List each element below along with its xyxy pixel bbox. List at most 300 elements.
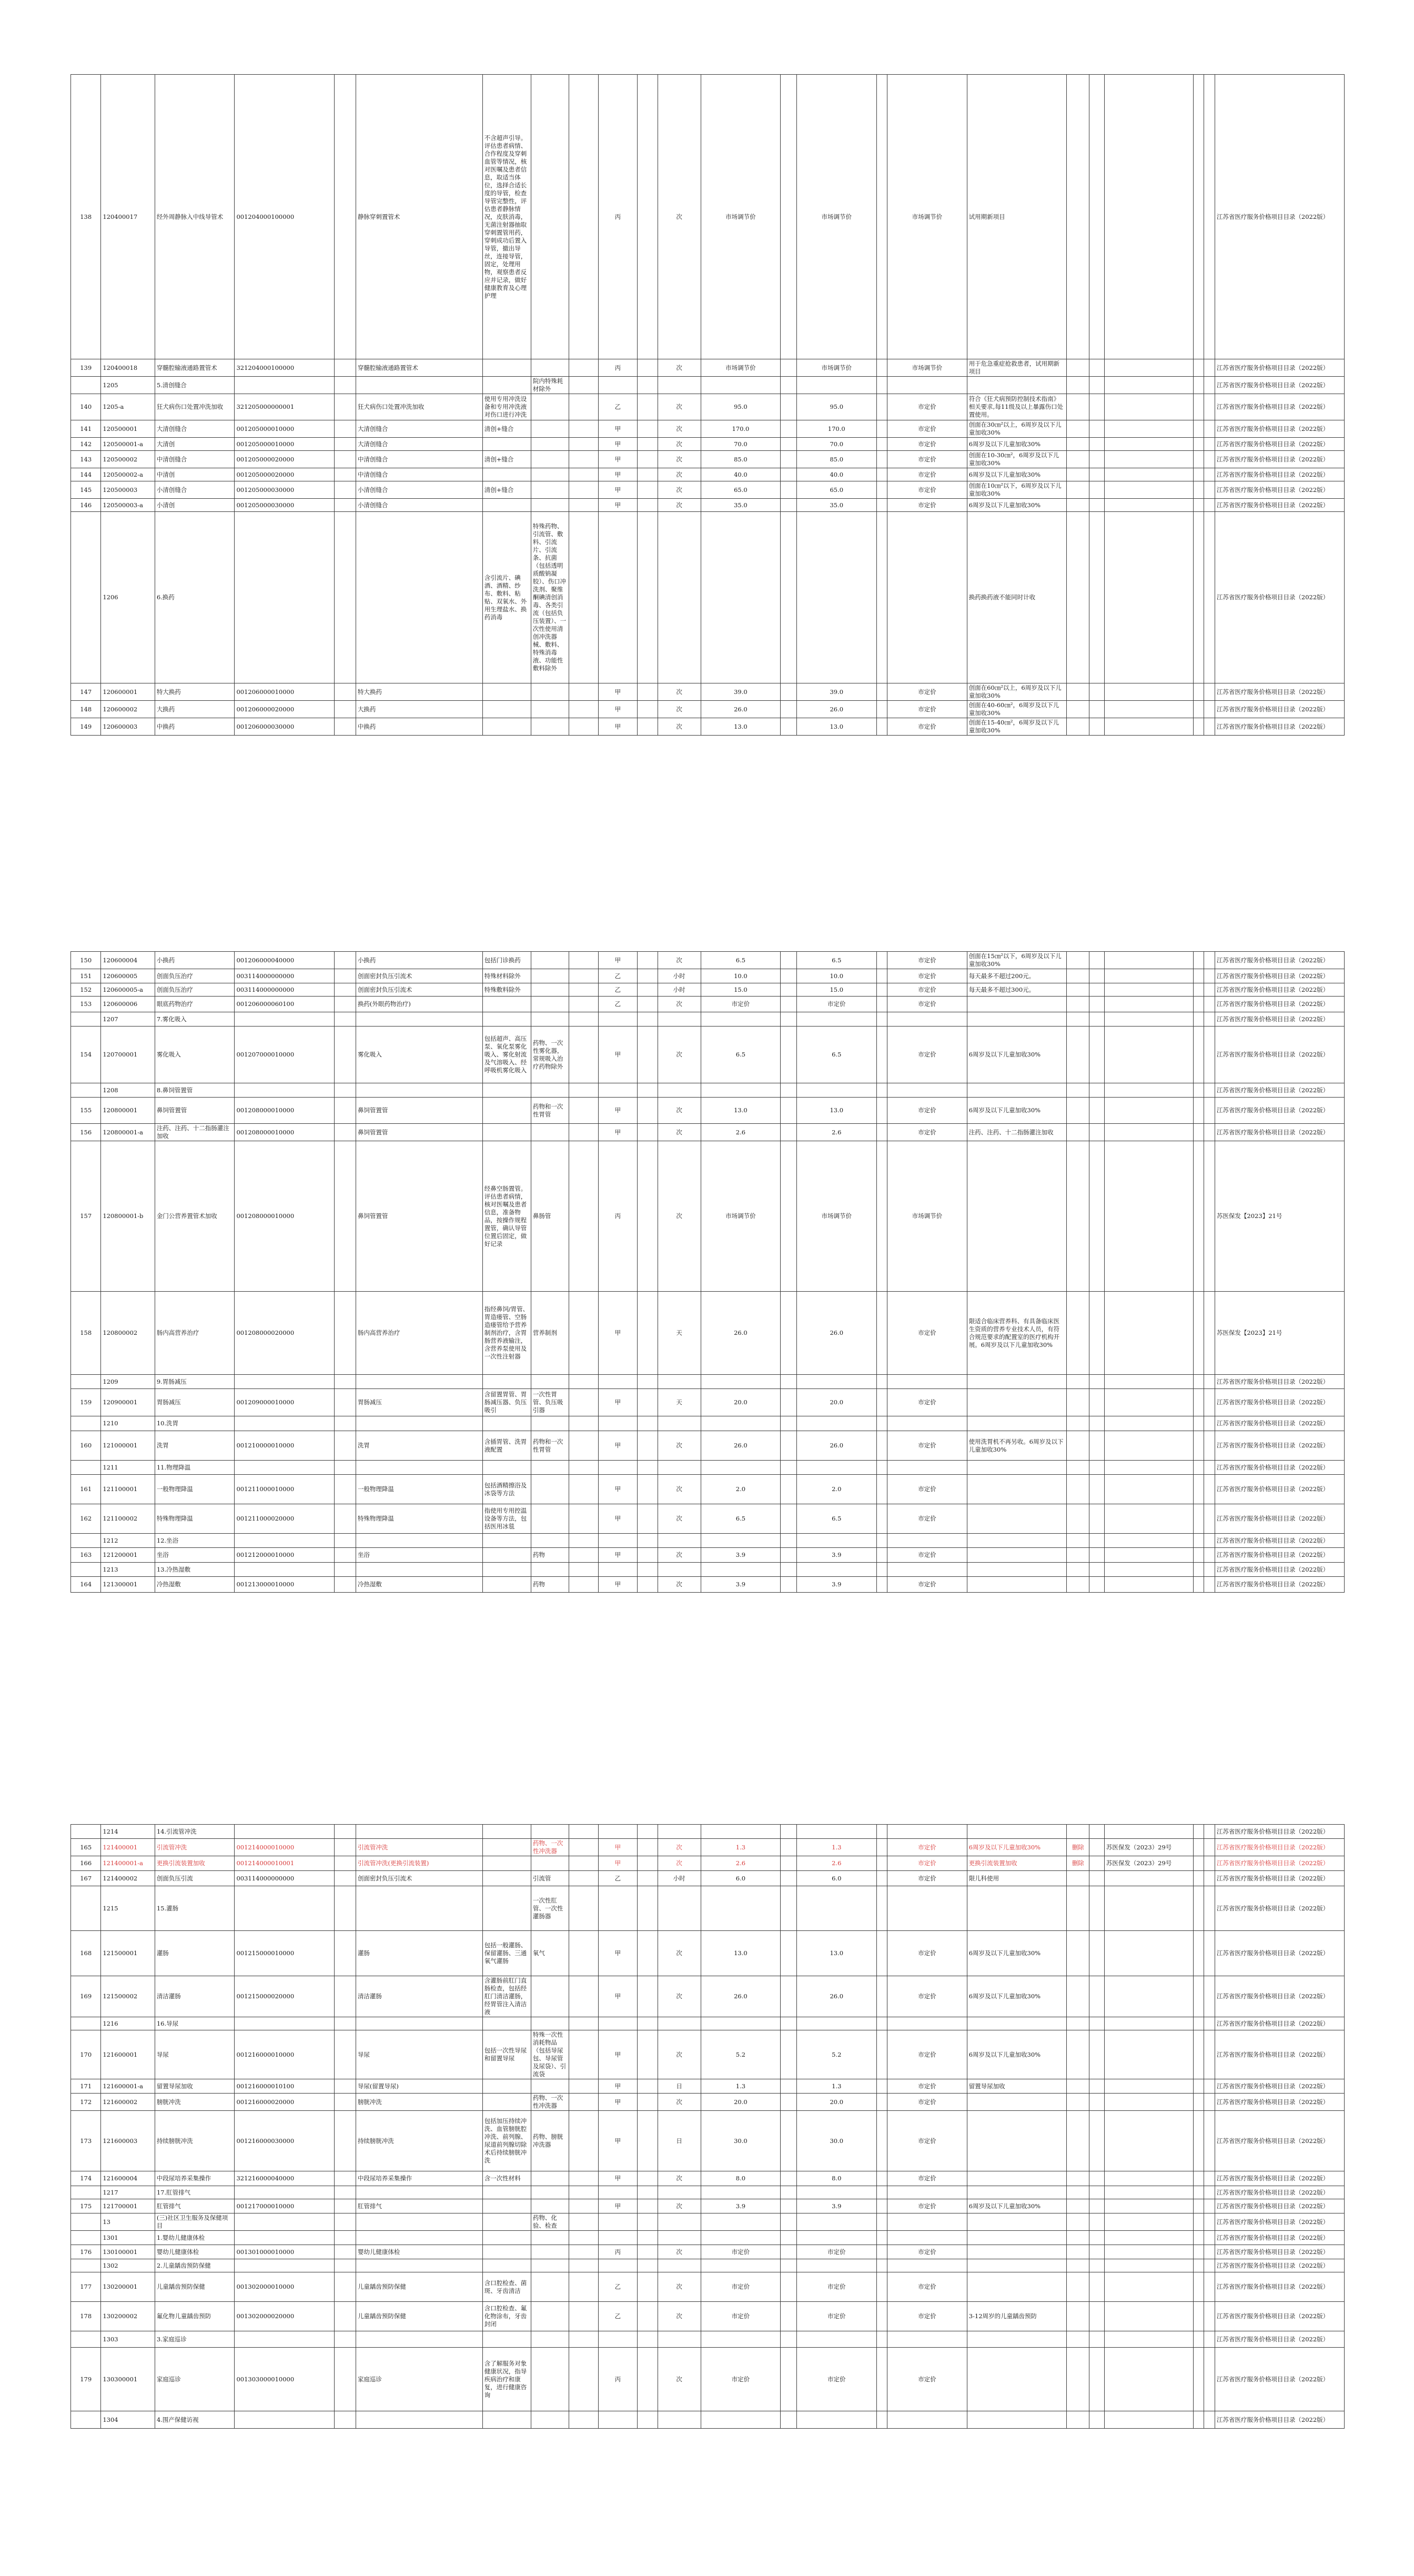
table-cell (1204, 2302, 1215, 2331)
table-cell: 168 (71, 1931, 101, 1976)
table-cell (598, 1012, 637, 1027)
table-cell (1204, 2111, 1215, 2171)
table-cell: 江苏省医疗服务价格项目目录（2022版） (1215, 983, 1344, 997)
table-cell (781, 2231, 797, 2245)
table-cell (598, 1461, 637, 1475)
table-cell (1089, 2411, 1105, 2429)
table-cell (1204, 2186, 1215, 2199)
table-cell: 市场调节价 (701, 1141, 781, 1292)
table-cell: 95.0 (796, 394, 876, 420)
table-cell (1067, 1141, 1089, 1292)
table-cell: 清创+缝合 (482, 451, 531, 468)
table-cell: 特大换药 (356, 683, 482, 701)
table-cell (887, 1563, 967, 1577)
table-cell: 甲 (598, 2199, 637, 2213)
table-cell: 江苏省医疗服务价格项目目录（2022版） (1215, 2079, 1344, 2094)
table-row (71, 2231, 1345, 2245)
table-cell: 市定价 (887, 1976, 967, 2017)
table-cell (1089, 468, 1105, 481)
table-cell: 甲 (598, 2094, 637, 2111)
table-cell (1089, 1141, 1105, 1292)
table-cell: 121500001 (101, 1931, 155, 1976)
table-cell: 大清创缝合 (356, 420, 482, 438)
table-cell (356, 1083, 482, 1098)
table-cell: 162 (71, 1504, 101, 1534)
table-cell (781, 2348, 797, 2411)
table-cell (876, 2213, 887, 2231)
table-cell: 儿童龋齿预防保健 (356, 2302, 482, 2331)
table-cell (569, 683, 598, 701)
table-cell (531, 2079, 569, 2094)
table-cell (1067, 1931, 1089, 1976)
table-cell: 江苏省医疗服务价格项目目录（2022版） (1215, 1931, 1344, 1976)
table-cell (781, 1292, 797, 1375)
table-cell (781, 1431, 797, 1461)
table-cell (1067, 1292, 1089, 1375)
table-cell (71, 2259, 101, 2272)
table-cell (334, 1856, 356, 1871)
table-cell (1204, 1083, 1215, 1098)
table-cell: 市场调节价 (887, 359, 967, 377)
table-cell: 次 (658, 1431, 701, 1461)
table-cell: 市定价 (887, 683, 967, 701)
table-cell (967, 1389, 1067, 1416)
table-cell: 江苏省医疗服务价格项目目录（2022版） (1215, 1083, 1344, 1098)
table-cell (531, 1856, 569, 1871)
table-cell (637, 1461, 658, 1475)
table-cell: 121500002 (101, 1976, 155, 2017)
table-cell: 001216000020000 (235, 2094, 335, 2111)
table-cell (1193, 1931, 1204, 1976)
table-cell (598, 2017, 637, 2030)
table-cell (531, 499, 569, 512)
table-cell (1104, 1825, 1193, 1839)
table-cell (876, 468, 887, 481)
table-cell: 市定价 (887, 1098, 967, 1124)
table-cell (1204, 359, 1215, 377)
table-cell: 江苏省医疗服务价格项目目录（2022版） (1215, 2348, 1344, 2411)
table-cell: 001208000010000 (235, 1141, 335, 1292)
table-cell (1067, 701, 1089, 718)
table-cell (876, 451, 887, 468)
table-cell (781, 1825, 797, 1839)
table-cell (569, 2348, 598, 2411)
table-cell: 甲 (598, 1124, 637, 1141)
table-cell (356, 2331, 482, 2348)
table-cell (1089, 2186, 1105, 2199)
table-cell (569, 1141, 598, 1292)
table-cell (1193, 2186, 1204, 2199)
table-row (71, 1886, 1345, 1931)
table-cell: 灌肠 (155, 1931, 235, 1976)
table-cell: 26.0 (701, 1292, 781, 1375)
table-cell: 152 (71, 983, 101, 997)
table-cell: 江苏省医疗服务价格项目目录（2022版） (1215, 1548, 1344, 1563)
table-cell: 江苏省医疗服务价格项目目录（2022版） (1215, 2094, 1344, 2111)
table-cell: 001301000010000 (235, 2245, 335, 2259)
table-cell (1193, 997, 1204, 1012)
table-cell (334, 468, 356, 481)
table-cell (482, 1856, 531, 1871)
table-cell (1204, 2231, 1215, 2245)
table-cell (887, 1375, 967, 1389)
table-cell: 市定价 (887, 420, 967, 438)
table-cell (967, 1141, 1067, 1292)
table-cell (876, 1292, 887, 1375)
table-cell (1193, 1534, 1204, 1548)
table-cell (781, 1461, 797, 1475)
table-cell: 次 (658, 2272, 701, 2302)
table-cell (781, 1534, 797, 1548)
table-cell (569, 499, 598, 512)
table-cell (781, 377, 797, 394)
table-cell: 次 (658, 394, 701, 420)
table-cell: 中段尿培养采集操作 (155, 2171, 235, 2186)
table-cell (1104, 718, 1193, 736)
table-row (71, 377, 1345, 394)
table-cell (482, 1563, 531, 1577)
table-cell (1193, 451, 1204, 468)
table-cell (71, 2231, 101, 2245)
table-cell (1193, 359, 1204, 377)
table-cell: 江苏省医疗服务价格项目目录（2022版） (1215, 1534, 1344, 1548)
table-cell (967, 1083, 1067, 1098)
table-cell: 1.3 (796, 1839, 876, 1856)
table-cell: 胃肠减压 (155, 1389, 235, 1416)
table-cell (967, 2259, 1067, 2272)
table-cell (569, 2199, 598, 2213)
table-cell (334, 701, 356, 718)
table-cell (1104, 2245, 1193, 2259)
table-cell (531, 2331, 569, 2348)
table-cell (334, 75, 356, 359)
table-cell (796, 2186, 876, 2199)
table-cell: 次 (658, 2030, 701, 2079)
table-cell (1193, 1141, 1204, 1292)
table-cell (235, 1886, 335, 1931)
table-cell (569, 451, 598, 468)
table-cell (637, 2017, 658, 2030)
table-cell: 江苏省医疗服务价格项目目录（2022版） (1215, 2231, 1344, 2245)
table-cell (569, 718, 598, 736)
table-cell: 胃肠减压 (356, 1389, 482, 1416)
table-cell: 静脉穿刺置管术 (356, 75, 482, 359)
table-cell: 删除 (1067, 1839, 1089, 1856)
table-cell (876, 1871, 887, 1886)
table-cell (334, 2411, 356, 2429)
table-cell: 次 (658, 75, 701, 359)
table-cell: 6周岁及以下儿童加收30% (967, 499, 1067, 512)
table-cell: 江苏省医疗服务价格项目目录（2022版） (1215, 1124, 1344, 1141)
table-cell (1193, 2259, 1204, 2272)
table-cell (876, 2231, 887, 2245)
table-cell: 营养制剂 (531, 1292, 569, 1375)
table-cell: 江苏省医疗服务价格项目目录（2022版） (1215, 377, 1344, 394)
table-cell: 苏医保发【2023】21号 (1215, 1292, 1344, 1375)
table-cell: 120600003 (101, 718, 155, 736)
table-cell: 6周岁及以下儿童加收30% (967, 1931, 1067, 1976)
table-row (71, 1375, 1345, 1389)
table-cell: 160 (71, 1431, 101, 1461)
table-cell: 市定价 (796, 997, 876, 1012)
table-cell: 小清创 (155, 499, 235, 512)
table-cell (531, 481, 569, 499)
table-cell (71, 2411, 101, 2429)
table-cell (637, 481, 658, 499)
table-cell: 6.5 (796, 1027, 876, 1083)
table-cell: 120600001 (101, 683, 155, 701)
table-cell (876, 1825, 887, 1839)
table-cell (887, 1083, 967, 1098)
table-cell (1204, 420, 1215, 438)
table-cell: 江苏省医疗服务价格项目目录（2022版） (1215, 2331, 1344, 2348)
table-cell (658, 1375, 701, 1389)
table-cell (1204, 2259, 1215, 2272)
table-cell (71, 1375, 101, 1389)
table-cell: 40.0 (701, 468, 781, 481)
table-cell: 小时 (658, 1871, 701, 1886)
table-cell (967, 2171, 1067, 2186)
table-cell: 创面负压引流 (155, 1871, 235, 1886)
table-cell (1204, 701, 1215, 718)
table-cell (1204, 468, 1215, 481)
table-cell (569, 2079, 598, 2094)
table-cell: 6周岁及以下儿童加收30% (967, 1027, 1067, 1083)
table-cell (235, 377, 335, 394)
table-cell (637, 1504, 658, 1534)
table-row (71, 75, 1345, 359)
table-cell: 使用洗胃机不再另收。6周岁及以下儿童加收30% (967, 1431, 1067, 1461)
table-cell (887, 512, 967, 683)
table-cell: 鼻饲管置管 (356, 1141, 482, 1292)
table-cell (781, 1577, 797, 1593)
table-cell (658, 1012, 701, 1027)
table-cell: 001302000020000 (235, 2302, 335, 2331)
table-cell (1193, 1098, 1204, 1124)
table-cell (531, 438, 569, 451)
table-cell: 26.0 (796, 1431, 876, 1461)
table-cell: 120500001-a (101, 438, 155, 451)
table-cell (1067, 1416, 1089, 1431)
table-cell: 试用期新项目 (967, 75, 1067, 359)
table-cell: 001211000020000 (235, 1504, 335, 1534)
table-cell: 次 (658, 2348, 701, 2411)
table-cell: 大换药 (356, 701, 482, 718)
table-cell (531, 1083, 569, 1098)
table-cell (876, 2302, 887, 2331)
table-cell (356, 2259, 482, 2272)
table-cell: 使用专用冲洗设备和专用冲洗液对伤口进行冲洗 (482, 394, 531, 420)
table-cell: 洗胃 (155, 1431, 235, 1461)
table-cell (569, 2259, 598, 2272)
table-cell (1104, 683, 1193, 701)
table-cell (1067, 1976, 1089, 2017)
table-cell (1104, 2331, 1193, 2348)
table-cell (598, 1375, 637, 1389)
table-cell (1089, 2245, 1105, 2259)
table-cell: 1.3 (796, 2079, 876, 2094)
table-cell (1204, 2331, 1215, 2348)
table-cell: 引流管冲洗 (155, 1839, 235, 1856)
table-cell (876, 952, 887, 969)
table-cell: 次 (658, 1027, 701, 1083)
table-cell: 次 (658, 701, 701, 718)
table-cell (531, 2302, 569, 2331)
table-cell (701, 2331, 781, 2348)
table-cell: 121400001-a (101, 1856, 155, 1871)
table-cell (637, 1098, 658, 1124)
table-cell: 2.6 (701, 1124, 781, 1141)
table-cell (482, 1416, 531, 1431)
table-cell (781, 438, 797, 451)
table-cell (531, 2259, 569, 2272)
table-cell (701, 1375, 781, 1389)
table-cell: 甲 (598, 2079, 637, 2094)
table-cell (637, 1931, 658, 1976)
table-cell (1193, 1431, 1204, 1461)
table-cell: 含留置胃管、胃肠减压器、负压吸引 (482, 1389, 531, 1416)
table-cell (1204, 1375, 1215, 1389)
table-cell (1193, 2199, 1204, 2213)
table-cell: 市定价 (887, 1124, 967, 1141)
table-row (71, 2030, 1345, 2079)
table-cell (658, 2213, 701, 2231)
table-cell: 001205000020000 (235, 451, 335, 468)
table-cell: 001215000020000 (235, 1976, 335, 2017)
table-cell (1067, 1871, 1089, 1886)
table-cell: 1213 (101, 1563, 155, 1577)
table-cell: 甲 (598, 499, 637, 512)
table-cell (569, 1124, 598, 1141)
table-cell: 130200002 (101, 2302, 155, 2331)
table-cell: 每天最多不超过200元。 (967, 969, 1067, 983)
table-cell: 含口腔检查、菌斑、牙齿清洁 (482, 2272, 531, 2302)
table-cell: 特大换药 (155, 683, 235, 701)
table-cell (781, 683, 797, 701)
table-cell: 2.6 (701, 1856, 781, 1871)
table-cell (334, 377, 356, 394)
table-cell: 001212000010000 (235, 1548, 335, 1563)
table-cell (482, 2259, 531, 2272)
table-cell: 狂犬病伤口处置冲洗加收 (155, 394, 235, 420)
table-row (71, 2171, 1345, 2186)
table-cell (1204, 2030, 1215, 2079)
table-cell: 121100001 (101, 1475, 155, 1504)
table-cell (334, 438, 356, 451)
table-cell: 院内特殊耗材除外 (531, 377, 569, 394)
table-cell (658, 2259, 701, 2272)
table-cell (334, 2302, 356, 2331)
table-cell: 特殊物理降温 (356, 1504, 482, 1534)
table-cell: 市定价 (887, 1389, 967, 1416)
table-cell (569, 1461, 598, 1475)
table-cell (781, 1856, 797, 1871)
table-cell: 中清创缝合 (155, 451, 235, 468)
table-cell (235, 2259, 335, 2272)
table-cell (1089, 952, 1105, 969)
table-cell (781, 499, 797, 512)
table-cell (334, 1375, 356, 1389)
table-cell (637, 997, 658, 1012)
table-cell (334, 2111, 356, 2171)
table-cell: 8.0 (796, 2171, 876, 2186)
table-cell: 16.导尿 (155, 2017, 235, 2030)
table-cell: 甲 (598, 1027, 637, 1083)
table-cell (781, 718, 797, 736)
table-cell: 7.雾化吸入 (155, 1012, 235, 1027)
table-cell (569, 1027, 598, 1083)
table-cell (781, 468, 797, 481)
table-cell: 5.2 (701, 2030, 781, 2079)
table-cell: 甲 (598, 1548, 637, 1563)
table-cell (1104, 1389, 1193, 1416)
table-cell (334, 1976, 356, 2017)
table-cell (781, 359, 797, 377)
table-cell: 市定价 (701, 2245, 781, 2259)
table-cell (637, 1856, 658, 1871)
table-cell: 001205000010000 (235, 420, 335, 438)
table-cell (1204, 1548, 1215, 1563)
table-cell (1193, 1548, 1204, 1563)
table-cell (334, 359, 356, 377)
table-row (71, 2199, 1345, 2213)
table-cell: 限适合临床营养科、有具备临床医生资质的营养专业技术人员，有符合规范要求的配置室的医疗机构开展。6周岁及以下儿童加收30% (967, 1292, 1067, 1375)
table-row (71, 499, 1345, 512)
table-cell (531, 2411, 569, 2429)
table-cell (1204, 1098, 1215, 1124)
table-cell: 001205000030000 (235, 499, 335, 512)
table-cell (531, 420, 569, 438)
table-cell (781, 1886, 797, 1931)
table-cell (531, 1012, 569, 1027)
table-cell (1204, 1534, 1215, 1548)
table-cell: 含口腔检查、氟化物涂布，牙齿封闭 (482, 2302, 531, 2331)
table-cell: 限儿科使用 (967, 1871, 1067, 1886)
table-cell: 3.9 (701, 1548, 781, 1563)
table-cell: 10.0 (796, 969, 876, 983)
table-cell (1104, 2017, 1193, 2030)
table-row (71, 420, 1345, 438)
table-cell (531, 2272, 569, 2302)
table-cell: 001206000040000 (235, 952, 335, 969)
table-cell (356, 1375, 482, 1389)
table-cell (701, 1416, 781, 1431)
table-cell (1104, 2111, 1193, 2171)
table-cell (1089, 1504, 1105, 1534)
table-cell (1067, 1098, 1089, 1124)
table-cell (569, 1976, 598, 2017)
table-cell: 含了解服务对象健康状况，指导疾病治疗和康复，进行健康咨询 (482, 2348, 531, 2411)
table-cell (235, 1461, 335, 1475)
table-cell: 120800001-b (101, 1141, 155, 1292)
table-cell: 经外周静脉入中线导管术 (155, 75, 235, 359)
table-cell (1067, 718, 1089, 736)
table-cell (1193, 1856, 1204, 1871)
table-cell (1089, 2111, 1105, 2171)
table-cell (71, 2331, 101, 2348)
table-cell: 甲 (598, 1475, 637, 1504)
table-cell (531, 2017, 569, 2030)
table-cell: 甲 (598, 1292, 637, 1375)
table-cell: 市场调节价 (796, 1141, 876, 1292)
table-cell: 江苏省医疗服务价格项目目录（2022版） (1215, 701, 1344, 718)
table-cell: 市场调节价 (701, 359, 781, 377)
table-cell: 江苏省医疗服务价格项目目录（2022版） (1215, 2245, 1344, 2259)
table-cell: 10.洗胃 (155, 1416, 235, 1431)
table-cell (1204, 683, 1215, 701)
table-cell (1067, 683, 1089, 701)
table-cell (235, 2186, 335, 2199)
